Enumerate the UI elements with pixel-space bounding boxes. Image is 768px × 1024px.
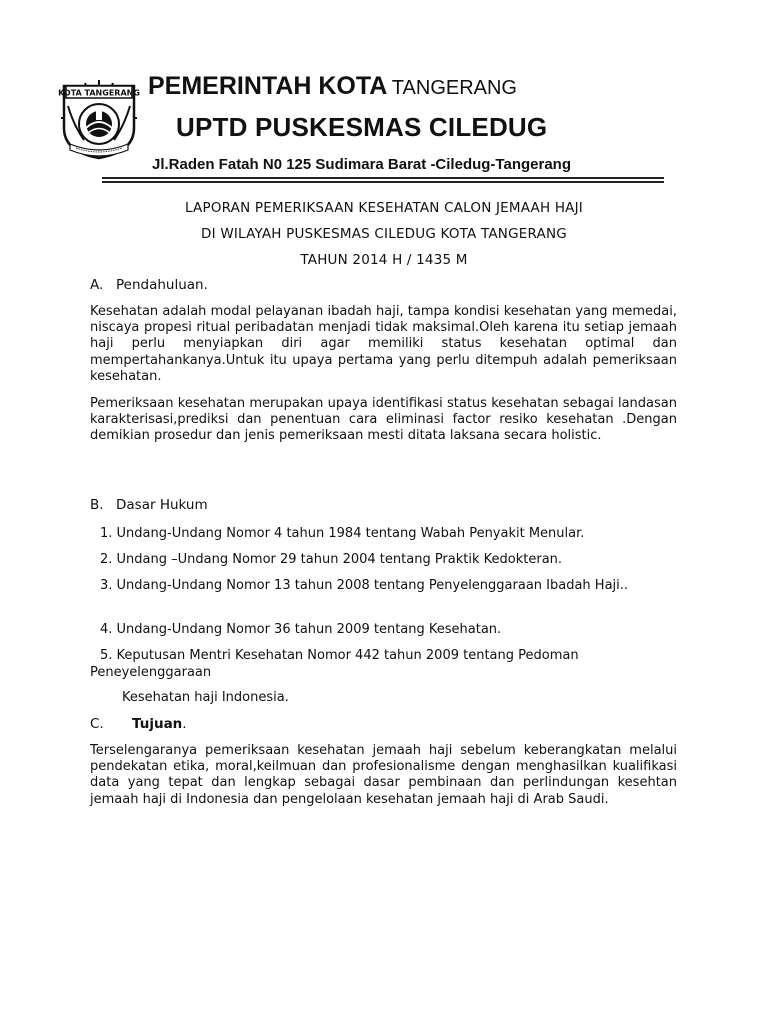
legal-basis-item-3: 3. Undang-Undang Nomor 13 tahun 2008 tentang Penyelenggaraan Ibadah Haji.. [100, 578, 629, 593]
section-c-heading [90, 716, 187, 732]
report-title: LAPORAN PEMERIKSAAN KESEHATAN CALON JEMAAH HAJI [185, 200, 583, 216]
letterhead-government-bold: PEMERINTAH KOTA [148, 72, 388, 100]
section-c-paragraph-1: Terselengaranya pemeriksaan kesehatan jemaah haji sebelum keberangkatan melalui pendekatan etika, moral,keilmuan dan profesionalisme dengan menghasilkan kualifikasi data yang tepat dan lengkap sebagai dasar pembinaan dan perlindungan kesehtan jemaah haji di Indonesia dan pengelolaan kesehatan jemaah haji di Arab Saudi. [90, 743, 677, 807]
kota-tangerang-logo [58, 76, 140, 160]
section-a-number: A. [90, 277, 104, 293]
letterhead-government [148, 72, 648, 101]
section-b-heading [90, 497, 208, 513]
legal-basis-item-2: 2. Undang –Undang Nomor 29 tahun 2004 tentang Praktik Kedokteran. [100, 552, 563, 567]
letterhead-address: Jl.Raden Fatah N0 125 Sudimara Barat -Ciledug-Tangerang [152, 156, 571, 173]
legal-basis-item-5: 5. Keputusan Mentri Kesehatan Nomor 442 tahun 2009 tentang Pedoman Peneyelenggaraan [90, 648, 579, 680]
report-subtitle: DI WILAYAH PUSKESMAS CILEDUG KOTA TANGERANG [201, 226, 567, 242]
section-c-number: C. [90, 716, 104, 732]
legal-basis-item-1: 1. Undang-Undang Nomor 4 tahun 1984 tentang Wabah Penyakit Menular. [100, 526, 585, 541]
svg-text:KOTA TANGERANG: KOTA TANGERANG [58, 88, 140, 98]
legal-basis-item-5-continuation: Kesehatan haji Indonesia. [122, 690, 289, 705]
section-b-title: Dasar Hukum [116, 497, 208, 513]
letterhead-city: TANGERANG [391, 77, 517, 99]
section-c-title: Tujuan [132, 716, 183, 732]
section-a-paragraph-1: Kesehatan adalah modal pelayanan ibadah haji, tampa kondisi kesehatan yang memedai, niscaya propesi ritual peribadatan menjadi tidak maksimal.Oleh karena itu setiap jemaah haji perlu menyiapkan diri agar memiliki status kesehatan optimal dan mempertahankanya.Untuk itu upaya pertama yang perlu ditempuh adalah pemeriksaan kesehatan. [90, 304, 677, 384]
legal-basis-item-4: 4. Undang-Undang Nomor 36 tahun 2009 tentang Kesehatan. [100, 622, 502, 637]
letterhead-double-rule [102, 175, 664, 185]
section-a-title: Pendahuluan. [116, 277, 208, 293]
report-year: TAHUN 2014 H / 1435 M [300, 252, 468, 268]
section-a-paragraph-2: Pemeriksaan kesehatan merupakan upaya identifikasi status kesehatan sebagai landasan karakterisasi,prediksi dan penentuan cara eliminasi factor resiko kesehatan .Dengan demikian prosedur dan jenis pemeriksaan mesti ditata laksana secara holistic. [90, 396, 677, 444]
section-b-number: B. [90, 497, 104, 513]
section-a-heading [90, 277, 208, 293]
section-c-title-suffix: . [182, 716, 187, 732]
letterhead-institution: UPTD PUSKESMAS CILEDUG [176, 112, 548, 142]
